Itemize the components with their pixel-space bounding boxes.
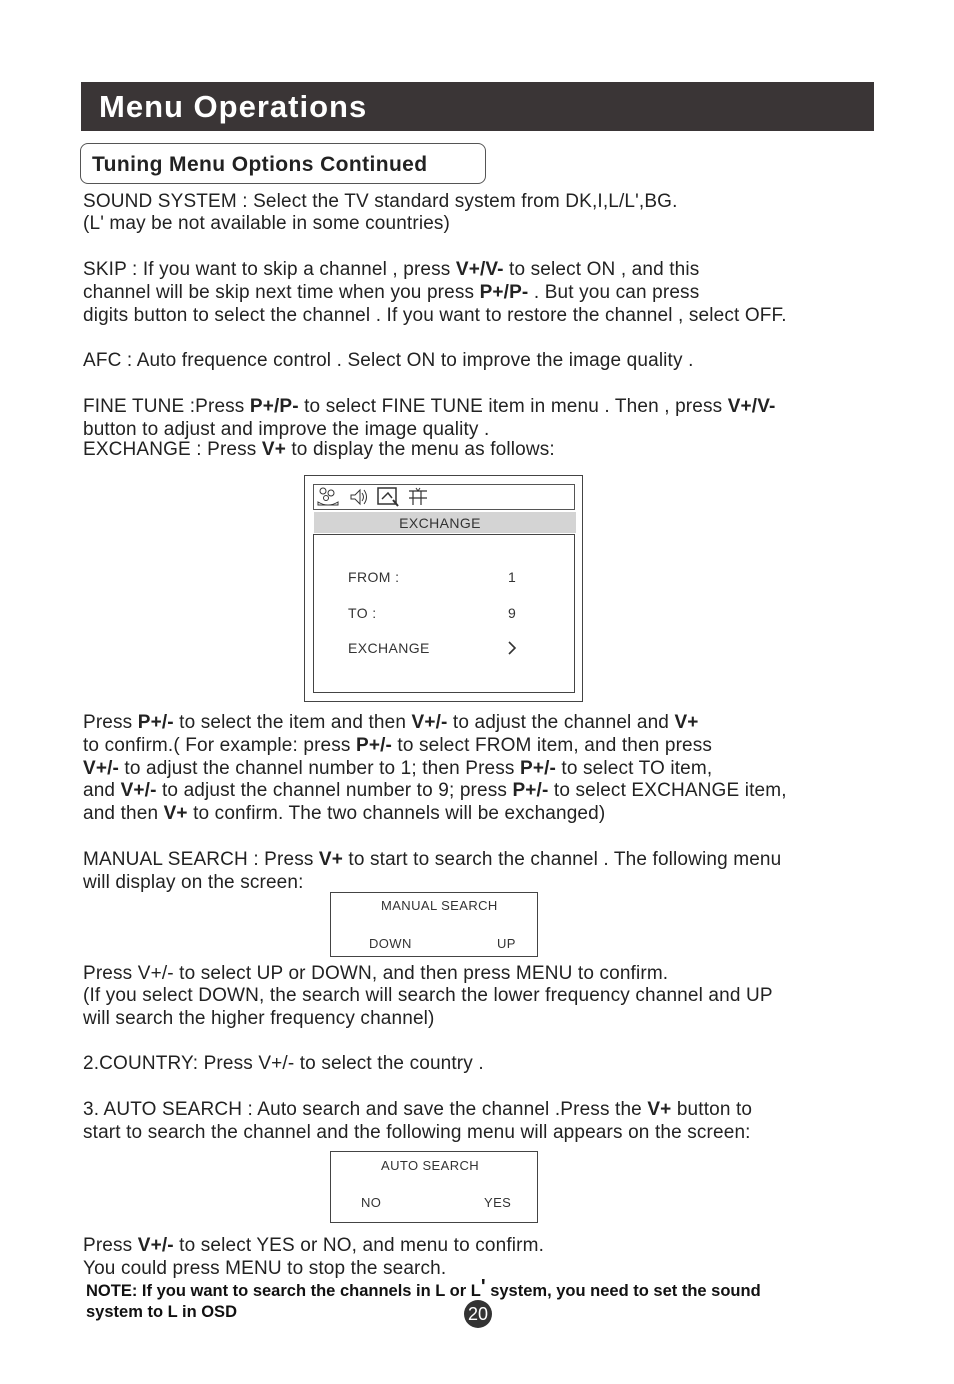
press-line-5: and then V+ to confirm. The two channels will be exchanged) [83, 803, 606, 824]
auto-search-title: AUTO SEARCH [381, 1158, 480, 1173]
skip-line-1: SKIP : If you want to skip a channel , press V+/V- to select ON , and this [83, 259, 700, 280]
updown-line-3: will search the higher frequency channel) [83, 1008, 435, 1029]
press-line-2: to confirm.( For example: press P+/- to select FROM item, and then press [83, 735, 713, 756]
page-number: 20 [464, 1300, 492, 1328]
updown-line-2: (If you select DOWN, the search will search the lower frequency channel and UP [83, 985, 773, 1006]
from-label: FROM : [348, 569, 400, 585]
auto-search-menu [330, 1151, 538, 1223]
section-title: Tuning Menu Options Continued [92, 153, 428, 176]
sound-system-line-2: (L' may be not available in some countries) [83, 213, 451, 234]
auto-no-option: NO [361, 1195, 382, 1210]
to-label: TO : [348, 605, 377, 621]
exchange-menu-title: EXCHANGE [399, 515, 481, 531]
updown-line-1: Press V+/- to select UP or DOWN, and then press MENU to confirm. [83, 963, 669, 984]
skip-line-3: digits button to select the channel . If you want to restore the channel , select OFF. [83, 305, 787, 326]
yesno-line-1: Press V+/- to select YES or NO, and menu to confirm. [83, 1235, 545, 1256]
manual-up-option: UP [497, 936, 516, 951]
sound-system-line-1: SOUND SYSTEM : Select the TV standard system from DK,I,L/L',BG. [83, 191, 678, 212]
skip-line-2: channel will be skip next time when you press P+/P- . But you can press [83, 282, 700, 303]
page-title: Menu Operations [99, 89, 368, 124]
exchange-line: EXCHANGE : Press V+ to display the menu as follows: [83, 439, 555, 460]
fine-tune-line-1: FINE TUNE :Press P+/P- to select FINE TUNE item in menu . Then , press V+/V- [83, 396, 776, 417]
press-line-3: V+/- to adjust the channel number to 1; then Press P+/- to select TO item, [83, 758, 713, 779]
note-line-2: system to L in OSD [86, 1303, 237, 1321]
exchange-menu [304, 475, 583, 702]
chevron-right-icon [506, 640, 518, 656]
auto-line-1: 3. AUTO SEARCH : Auto search and save the channel .Press the V+ button to [83, 1099, 753, 1120]
afc-line: AFC : Auto frequence control . Select ON to improve the image quality . [83, 350, 694, 371]
picture-icon [316, 486, 340, 508]
manual-down-option: DOWN [369, 936, 412, 951]
fine-tune-line-2: button to adjust and improve the image quality . [83, 419, 490, 440]
yesno-line-2: You could press MENU to stop the search. [83, 1258, 447, 1279]
auto-line-2: start to search the channel and the following menu will appears on the screen: [83, 1122, 751, 1143]
manual-search-menu [330, 892, 538, 957]
press-line-4: and V+/- to adjust the channel number to 9; press P+/- to select EXCHANGE item, [83, 780, 787, 801]
manual-line-2: will display on the screen: [83, 872, 304, 893]
exchange-label: EXCHANGE [348, 640, 430, 656]
country-line: 2.COUNTRY: Press V+/- to select the country . [83, 1053, 484, 1074]
function-icon [406, 486, 430, 508]
menu-icon-bar [313, 484, 575, 510]
note-line-1: NOTE: If you want to search the channels in L or L' system, you need to set the sound [86, 1276, 761, 1300]
speaker-icon [348, 486, 370, 508]
manual-search-title: MANUAL SEARCH [381, 898, 498, 913]
from-value: 1 [508, 569, 517, 585]
auto-yes-option: YES [484, 1195, 512, 1210]
note [86, 1277, 761, 1323]
press-line-1: Press P+/- to select the item and then V+/- to adjust the channel and V+ [83, 712, 699, 733]
to-value: 9 [508, 605, 517, 621]
exchange-menu-body [313, 534, 575, 693]
manual-line-1: MANUAL SEARCH : Press V+ to start to search the channel . The following menu [83, 849, 782, 870]
screen-icon [376, 486, 400, 508]
